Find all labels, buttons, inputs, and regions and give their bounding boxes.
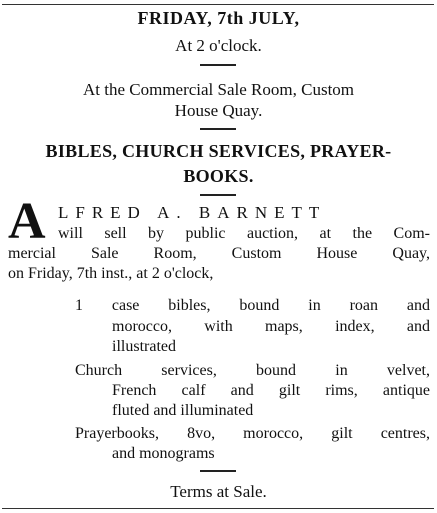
top-rule [2,4,434,5]
lot-3-line-2: and monograms [112,445,215,462]
title-line-1: BIBLES, CHURCH SERVICES, PRAYER- [45,141,392,161]
lot-3-line-1: Prayerbooks, 8vo, morocco, gilt centres, [75,425,430,442]
intro-line-2: will sell by public auction, at the Com- [58,225,430,242]
title-line-2: BOOKS. [183,166,254,186]
venue-line-2: House Quay. [174,101,263,120]
venue-line-1: At the Commercial Sale Room, Custom [82,80,355,99]
lot-1-line-3: illustrated [112,338,176,355]
lot-1-line-2: morocco, with maps, index, and [112,318,430,335]
divider-3 [200,194,236,196]
auctioneer-name: LFRED A. BARNETT [58,203,327,222]
divider-2 [200,128,236,130]
lot-2-line-2: French calf and gilt rims, antique [112,382,430,399]
drop-cap: A [8,193,46,250]
divider-4 [200,470,236,472]
divider-1 [200,64,236,66]
notice-time: At 2 o'clock. [175,36,262,55]
intro-line-3: mercial Sale Room, Custom House Quay, [8,245,430,262]
notice-date: FRIDAY, 7th JULY, [137,8,300,28]
lot-2-line-3: fluted and illuminated [112,402,254,419]
lot-1-line-1: 1 case bibles, bound in roan and [75,297,430,314]
bottom-rule [2,508,434,509]
intro-line-4: on Friday, 7th inst., at 2 o'clock, [8,265,214,282]
lot-2-line-1: Church services, bound in velvet, [75,362,430,379]
terms-of-sale: Terms at Sale. [170,482,267,501]
